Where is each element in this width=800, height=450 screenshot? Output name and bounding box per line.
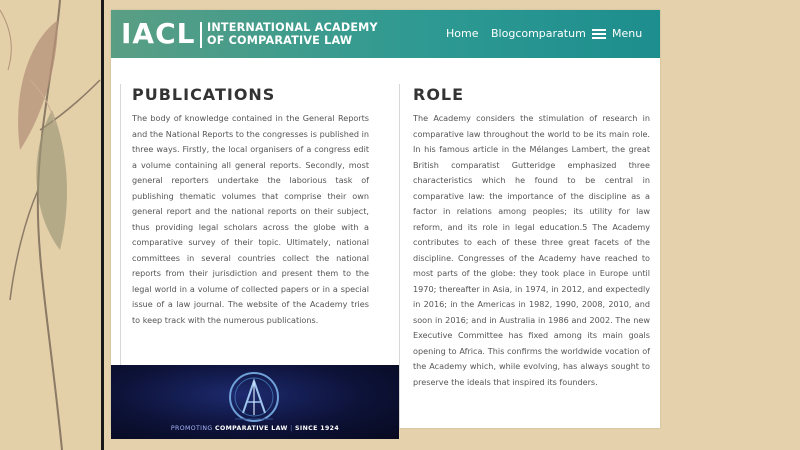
role-rule (399, 84, 400, 428)
org-name-line2: OF COMPARATIVE LAW (207, 34, 353, 47)
left-decoration (0, 0, 102, 450)
nav-home-link[interactable]: Home (446, 27, 479, 40)
org-name-line1: INTERNATIONAL ACADEMY (207, 21, 378, 34)
nav-blog-link[interactable]: Blogcomparatum (491, 27, 586, 40)
org-name[interactable] (207, 21, 378, 47)
banner-tagline (111, 425, 399, 432)
publications-title: PUBLICATIONS (132, 85, 276, 104)
logo-separator (200, 22, 202, 48)
decorative-divider (101, 0, 104, 450)
site-header (111, 10, 660, 58)
leaf-decoration (0, 0, 102, 450)
menu-label: Menu (612, 27, 643, 40)
hamburger-menu-icon (592, 29, 606, 39)
content-panel (111, 10, 660, 432)
tagline-since: SINCE 1924 (295, 425, 340, 432)
iacl-emblem-icon (221, 369, 287, 425)
publications-rule (120, 84, 121, 365)
role-body: The Academy considers the stimulation of research in comparative law throughout the world to be its main role. In his famous article in the Mélanges Lambert, the great British comparatist Gutteridge emphasized three characteristics which he found to be central in comparative law: the importance of the discipline as a factor in relations among peoples; its utility for law reform, and its role in legal education.5 The Academy contributes to each of these three great facets of the discipline. Congresses of the Academy have reached to most parts of the globe: they took place in Europe until 1970; thereafter in Asia, in 1974, in 2012, and expectedly in 2016; in the Americas in 1982, 1990, 2008, 2010, and soon in 2016; and in Australia in 1986 and 2002. The new Executive Committee has fixed among its main goals opening to Africa. This confirms the worldwide vocation of the Academy which, while evolving, has always sought to preserve the ideals that inspired its founders. (413, 113, 650, 387)
publications-body: The body of knowledge contained in the General Reports and the National Reports to the congresses is published in three ways. Firstly, the local organisers of a congress edit a volume containing all general reports. Secondly, most general reporters undertake the laborious task of publishing thematic volumes that comprise their own general report and the national reports on their subject, thus providing legal scholars across the globe with a comparative survey of their topic. Ultimately, national committees in several countries collect the national reports from their jurisdiction and present them to the legal world in a volume of collected papers or in a special issue of a law journal. The website of the Academy tries to keep track with the numerous publications. (132, 113, 369, 325)
tagline-separator: | (290, 425, 293, 432)
role-title: ROLE (413, 85, 465, 104)
menu-button[interactable] (592, 10, 642, 58)
site-logo[interactable]: IACL (121, 17, 196, 50)
tagline-emphasis: COMPARATIVE LAW (215, 425, 288, 432)
tagline-prefix: PROMOTING (170, 425, 213, 432)
promo-banner (111, 365, 399, 439)
